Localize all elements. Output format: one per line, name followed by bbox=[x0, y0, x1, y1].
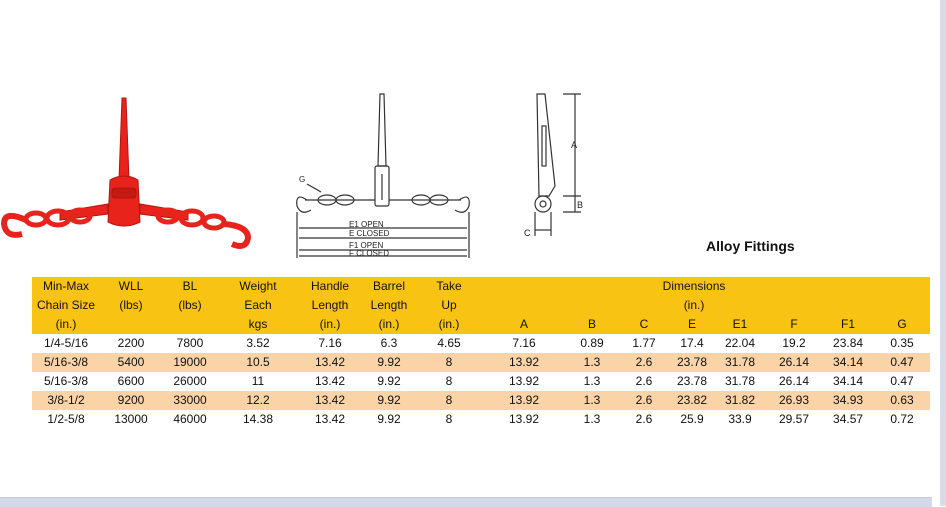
table-cell: 46000 bbox=[162, 410, 218, 429]
c-dimension-label: C bbox=[524, 228, 531, 238]
header-bl-unit: (lbs) bbox=[162, 296, 218, 315]
specifications-body bbox=[32, 334, 930, 429]
header-spacer bbox=[482, 296, 566, 315]
header-chain-size: Min-Max bbox=[32, 277, 100, 296]
table-cell: 34.93 bbox=[822, 391, 874, 410]
table-cell: 10.5 bbox=[218, 353, 298, 372]
b-dimension-label: B bbox=[577, 200, 584, 210]
table-cell: 5/16-3/8 bbox=[32, 372, 100, 391]
table-cell: 6.3 bbox=[362, 334, 416, 353]
table-cell: 26.14 bbox=[766, 353, 822, 372]
header-dim-f1: F1 bbox=[822, 315, 874, 334]
header-handle-2: Length bbox=[298, 296, 362, 315]
g-dimension-label: G bbox=[299, 175, 306, 184]
table-cell: 0.72 bbox=[874, 410, 930, 429]
table-cell: 13.92 bbox=[482, 372, 566, 391]
header-weight-unit: kgs bbox=[218, 315, 298, 334]
table-cell: 31.78 bbox=[714, 353, 766, 372]
header-handle: Handle bbox=[298, 277, 362, 296]
table-cell: 1.77 bbox=[618, 334, 670, 353]
header-takeup-2: Up bbox=[416, 296, 482, 315]
table-cell: 23.82 bbox=[670, 391, 714, 410]
table-cell: 0.63 bbox=[874, 391, 930, 410]
header-dimensions-unit: (in.) bbox=[566, 296, 822, 315]
table-cell: 2.6 bbox=[618, 410, 670, 429]
table-cell: 34.14 bbox=[822, 372, 874, 391]
table-cell: 5/16-3/8 bbox=[32, 353, 100, 372]
header-bl: BL bbox=[162, 277, 218, 296]
table-cell: 1.3 bbox=[566, 372, 618, 391]
table-cell: 3/8-1/2 bbox=[32, 391, 100, 410]
binder-dimension-drawing bbox=[285, 88, 480, 263]
table-cell: 0.47 bbox=[874, 372, 930, 391]
table-cell: 3.52 bbox=[218, 334, 298, 353]
table-cell: 23.78 bbox=[670, 353, 714, 372]
table-cell: 14.38 bbox=[218, 410, 298, 429]
table-cell: 33000 bbox=[162, 391, 218, 410]
table-row bbox=[32, 372, 930, 391]
e1-open-label: E1 OPEN bbox=[349, 220, 384, 229]
e-closed-label: E CLOSED bbox=[349, 229, 390, 238]
a-dimension-label: A bbox=[571, 140, 578, 150]
header-chain-size-unit: (in.) bbox=[32, 315, 100, 334]
table-cell: 13.92 bbox=[482, 353, 566, 372]
header-weight: Weight bbox=[218, 277, 298, 296]
f-closed-label: F CLOSED bbox=[349, 249, 390, 258]
table-row bbox=[32, 410, 930, 429]
table-cell: 25.9 bbox=[670, 410, 714, 429]
binder-side-drawing bbox=[515, 86, 587, 246]
table-cell: 13.92 bbox=[482, 410, 566, 429]
table-cell: 1.3 bbox=[566, 353, 618, 372]
table-cell: 19000 bbox=[162, 353, 218, 372]
window-edge bbox=[940, 0, 946, 506]
table-cell: 13.92 bbox=[482, 391, 566, 410]
alloy-fittings-label: Alloy Fittings bbox=[706, 238, 795, 254]
table-cell: 2.6 bbox=[618, 372, 670, 391]
table-cell: 13.42 bbox=[298, 372, 362, 391]
table-cell: 34.57 bbox=[822, 410, 874, 429]
table-row bbox=[32, 353, 930, 372]
header-dim-g: G bbox=[874, 315, 930, 334]
table-cell: 1/2-5/8 bbox=[32, 410, 100, 429]
table-cell: 11 bbox=[218, 372, 298, 391]
table-cell: 5400 bbox=[100, 353, 162, 372]
table-cell: 13.42 bbox=[298, 391, 362, 410]
f1-open-label: F1 OPEN bbox=[349, 241, 384, 250]
header-chain-size-2: Chain Size bbox=[32, 296, 100, 315]
header-wll: WLL bbox=[100, 277, 162, 296]
table-cell: 8 bbox=[416, 372, 482, 391]
table-cell: 34.14 bbox=[822, 353, 874, 372]
header-weight-2: Each bbox=[218, 296, 298, 315]
table-cell: 8 bbox=[416, 410, 482, 429]
table-cell: 0.89 bbox=[566, 334, 618, 353]
table-cell: 23.84 bbox=[822, 334, 874, 353]
table-cell: 13.42 bbox=[298, 353, 362, 372]
table-cell: 6600 bbox=[100, 372, 162, 391]
header-dim-e1: E1 bbox=[714, 315, 766, 334]
table-cell: 9200 bbox=[100, 391, 162, 410]
table-cell: 33.9 bbox=[714, 410, 766, 429]
header-spacer bbox=[822, 296, 930, 315]
table-cell: 0.47 bbox=[874, 353, 930, 372]
table-cell: 7.16 bbox=[298, 334, 362, 353]
header-wll-unit: (lbs) bbox=[100, 296, 162, 315]
table-cell: 31.78 bbox=[714, 372, 766, 391]
header-dim-a: A bbox=[482, 315, 566, 334]
table-cell: 7800 bbox=[162, 334, 218, 353]
table-cell: 7.16 bbox=[482, 334, 566, 353]
header-spacer bbox=[162, 315, 218, 334]
table-cell: 26.14 bbox=[766, 372, 822, 391]
table-cell: 2200 bbox=[100, 334, 162, 353]
header-spacer bbox=[482, 277, 566, 296]
table-cell: 13000 bbox=[100, 410, 162, 429]
table-cell: 22.04 bbox=[714, 334, 766, 353]
table-cell: 0.35 bbox=[874, 334, 930, 353]
table-cell: 2.6 bbox=[618, 353, 670, 372]
table-cell: 13.42 bbox=[298, 410, 362, 429]
table-cell: 26000 bbox=[162, 372, 218, 391]
header-dim-f: F bbox=[766, 315, 822, 334]
ratchet-binder-photo bbox=[0, 92, 262, 252]
table-cell: 26.93 bbox=[766, 391, 822, 410]
header-barrel: Barrel bbox=[362, 277, 416, 296]
specifications-table bbox=[32, 277, 930, 429]
header-handle-unit: (in.) bbox=[298, 315, 362, 334]
table-cell: 29.57 bbox=[766, 410, 822, 429]
table-cell: 23.78 bbox=[670, 372, 714, 391]
header-dim-c: C bbox=[618, 315, 670, 334]
table-cell: 1/4-5/16 bbox=[32, 334, 100, 353]
table-cell: 4.65 bbox=[416, 334, 482, 353]
table-cell: 19.2 bbox=[766, 334, 822, 353]
table-cell: 9.92 bbox=[362, 353, 416, 372]
table-row bbox=[32, 391, 930, 410]
header-spacer bbox=[100, 315, 162, 334]
table-cell: 9.92 bbox=[362, 391, 416, 410]
table-cell: 12.2 bbox=[218, 391, 298, 410]
table-cell: 2.6 bbox=[618, 391, 670, 410]
header-barrel-unit: (in.) bbox=[362, 315, 416, 334]
header-barrel-2: Length bbox=[362, 296, 416, 315]
table-cell: 9.92 bbox=[362, 410, 416, 429]
table-cell: 1.3 bbox=[566, 410, 618, 429]
table-cell: 17.4 bbox=[670, 334, 714, 353]
header-spacer bbox=[822, 277, 930, 296]
table-cell: 9.92 bbox=[362, 372, 416, 391]
header-takeup: Take bbox=[416, 277, 482, 296]
table-row bbox=[32, 334, 930, 353]
table-cell: 31.82 bbox=[714, 391, 766, 410]
header-dim-b: B bbox=[566, 315, 618, 334]
table-cell: 8 bbox=[416, 391, 482, 410]
header-takeup-unit: (in.) bbox=[416, 315, 482, 334]
header-dimensions: Dimensions bbox=[566, 277, 822, 296]
header-dim-e: E bbox=[670, 315, 714, 334]
table-cell: 8 bbox=[416, 353, 482, 372]
table-cell: 1.3 bbox=[566, 391, 618, 410]
